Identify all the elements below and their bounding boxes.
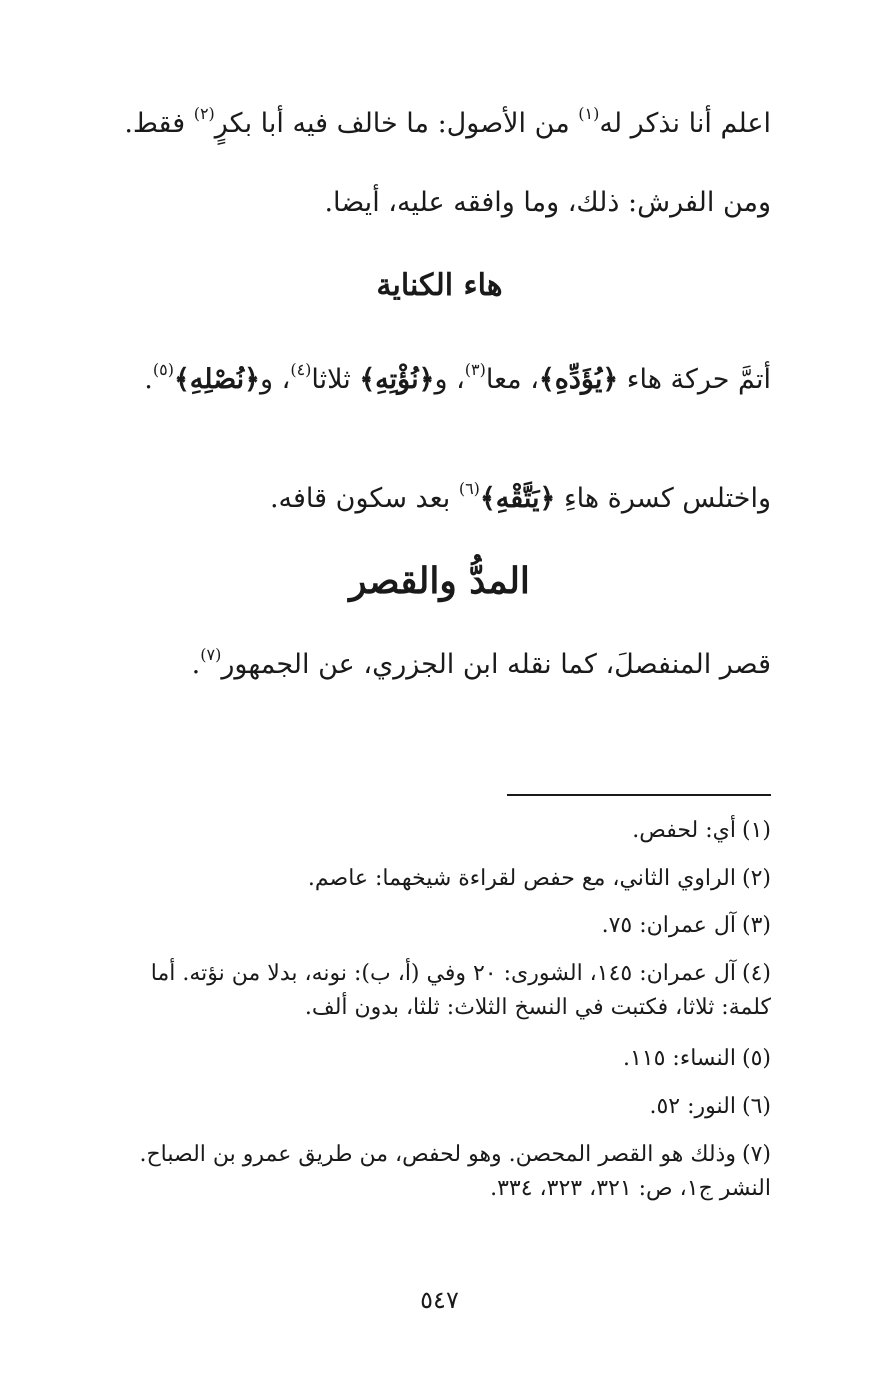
haa-text-c: ، و (434, 364, 465, 395)
footnote-ref-5[interactable]: (٥) (152, 360, 174, 379)
page-number: ٥٤٧ (420, 1286, 459, 1314)
footnote-ref-4[interactable]: (٤) (290, 360, 312, 379)
footnote-number: (١) (741, 818, 771, 843)
footnote-6 (71, 1090, 771, 1124)
footnote-divider (507, 794, 771, 796)
quran-word-yattaqhi: ﴿يَتَّقْهِ﴾ (479, 483, 556, 514)
haa-text-a: أتمَّ حركة هاء (618, 364, 771, 395)
footnote-text: الراوي الثاني، مع حفص لقراءة شيخهما: عاصم. (307, 866, 736, 891)
intro-text-c: فقط. (124, 108, 194, 139)
footnote-2 (71, 862, 771, 896)
footnote-4 (0, 957, 771, 1025)
footnote-5 (71, 1042, 771, 1076)
footnote-text: آل عمران: ٧٥. (601, 913, 736, 938)
footnote-continuation: كلمة: ثلاثا، فكتبت في النسخ الثلاث: ثلثا، بدون ألف. (304, 995, 771, 1020)
quran-word-yuaddihi: ﴿يُؤَدِّهِ﴾ (538, 364, 619, 395)
farsh-paragraph: ومن الفرش: ذلك، وما وافقه عليه، أيضا. (324, 187, 771, 218)
footnote-text: النساء: ١١٥. (622, 1046, 736, 1071)
qasr-paragraph (81, 645, 771, 688)
quran-word-nutihi: ﴿نُؤْتِهِ﴾ (359, 364, 435, 395)
footnote-text: آل عمران: ١٤٥، الشورى: ٢٠ وفي (أ، ب): نونه، بدلا من نؤته. أما (150, 961, 736, 986)
footnote-number: (٢) (741, 866, 771, 891)
haa-text-b: ، معا (485, 364, 539, 395)
footnote-number: (٥) (741, 1046, 771, 1071)
footnote-1 (71, 814, 771, 848)
footnote-number: (٦) (741, 1094, 771, 1119)
qasr-text-b: . (191, 649, 201, 680)
footnote-text: وذلك هو القصر المحصن. وهو لحفص، من طريق عمرو بن الصباح. (139, 1142, 736, 1167)
footnote-number: (٧) (741, 1142, 771, 1167)
footnote-7 (71, 1138, 771, 1206)
section-heading-madd-qasr: المدُّ والقصر (349, 560, 530, 602)
ikhtilas-text-b: بعد سكون قافه. (269, 483, 459, 514)
footnote-text: النور: ٥٢. (649, 1094, 736, 1119)
haa-text-d: ثلاثا (311, 364, 360, 395)
quran-word-nuslihi: ﴿نُصْلِهِ﴾ (173, 364, 260, 395)
footnote-ref-2[interactable]: (٢) (193, 104, 215, 123)
footnote-number: (٤) (741, 961, 771, 986)
ikhtilas-text-a: واختلس كسرة هاءِ (555, 483, 771, 514)
qasr-text-a: قصر المنفصلَ، كما نقله ابن الجزري، عن الجمهور (221, 649, 771, 680)
section-heading-haa-alkinaya: هاء الكناية (376, 268, 503, 303)
ikhtilas-paragraph (81, 479, 771, 522)
intro-paragraph (81, 104, 771, 147)
footnote-ref-3[interactable]: (٣) (464, 360, 486, 379)
footnote-ref-7[interactable]: (٧) (200, 645, 222, 664)
haa-text-f: . (144, 364, 153, 395)
footnote-ref-1[interactable]: (١) (578, 104, 600, 123)
haa-text-e: ، و (259, 364, 291, 395)
footnote-text: أي: لحفص. (632, 818, 736, 843)
footnote-number: (٣) (741, 913, 771, 938)
intro-text-a: اعلم أنا نذكر له (599, 108, 771, 139)
haa-paragraph (81, 352, 771, 411)
intro-text-b: من الأصول: ما خالف فيه أبا بكرٍ (214, 108, 579, 139)
footnote-continuation: النشر ج١، ص: ٣٢١، ٣٢٣، ٣٣٤. (490, 1176, 771, 1201)
footnote-3 (71, 909, 771, 943)
footnote-ref-6[interactable]: (٦) (458, 479, 480, 498)
